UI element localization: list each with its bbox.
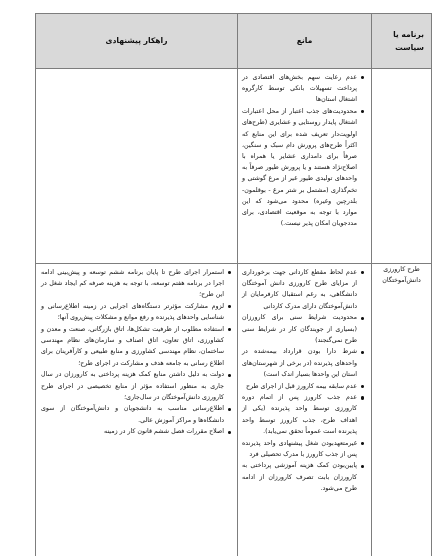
barrier-item: محدودیت‌های جذب اعتبار از محل اعتبارات اشتغال پایدار روستایی و عشایری (طرح‌های اولویت‌دار تعریف شده برای این منابع که اکثراً طرح‌های پرورش دام سبک و سنگین، صرفاً برای دامداری عشایر یا همراه با اصلاح‌نژاد هستند و یا پرورش طیور صرفاً به واحدهای تولیدی طیور غیر از مرغ گوشتی و تخم‌گذاری (مشتمل بر شتر مرغ - بوقلمون- بلدرچین وغیره) محدود می‌شود که این موارد با توجه به موقعیت اقتصادی، برای مددجویان امکان پذیر نیست.) bbox=[242, 106, 364, 229]
barrier-item: پایین‌بودن کمک هزینه آموزشی پرداختی به کارورزان بابت تصرف کارورزان از ادامه طرح می‌شود. bbox=[242, 460, 364, 494]
solution-item: لزوم مشارکت مؤثرتر دستگاه‌های اجرایی در زمینه اطلاع‌رسانی و شناسایی واحدهای پذیرنده و رفع موانع و مشکلات پیش‌روی آنها؛ bbox=[41, 301, 231, 323]
solution-item: اطلاع‌رسانی مناسب به دانشجویان و دانش‌آموختگان از سوی دانشگاه‌ها و مراکز آموزش عالی. bbox=[41, 403, 231, 425]
solution-item: اصلاح مقررات فصل ششم قانون کار در زمینه bbox=[41, 426, 231, 437]
barrier-item: محدودیت شرایط سنی برای کارورزان (بسیاری از جویندگان کار در شرایط سنی طرح نمی‌گنجند) bbox=[242, 312, 364, 346]
table-row bbox=[36, 264, 432, 556]
program-cell: طرح کارورزی دانش‌آموختگان bbox=[372, 264, 432, 556]
table-header-row bbox=[36, 14, 432, 69]
barrier-cell bbox=[238, 264, 372, 556]
header-program: برنامه یا سیاست bbox=[372, 14, 432, 69]
table-row bbox=[36, 69, 432, 264]
solution-cell bbox=[36, 69, 238, 264]
solution-item: دولت به‌ دلیل داشتن منابع کمک هزینه پرداختی به کارورزان در سال جاری به منظور استفاده مؤثر از منابع تخصیصی در اجرای طرح کارورزی دانش‌آموختگان در سال‌جاری؛ bbox=[41, 369, 231, 403]
header-solution: راهکار پیشنهادی bbox=[36, 14, 238, 69]
solution-item: استمرار اجرای طرح تا پایان برنامه ششم توسعه و پیش‌بینی ادامه اجرا در برنامه هفتم توسعه، با توجه به هزینه صرفه کم ایجاد شغل در این طرح؛ bbox=[41, 267, 231, 301]
program-cell bbox=[372, 69, 432, 264]
barrier-item: عدم لحاظ مقطع کاردانی جهت برخورداری از مزایای طرح کارورزی دانش آموختگان دانشگاهی، به رغم استقبال کارفرمایان از دانش‌آموختگان دارای مدرک کاردانی bbox=[242, 267, 364, 312]
barrier-item: عدم رعایت سهم بخش‌های اقتصادی در پرداخت تسهیلات بانکی توسط کارگروه اشتغال استان‌ها bbox=[242, 72, 364, 106]
barrier-item: شرط دارا بودن قرارداد بیمه‌شده در واحدهای پذیرنده (در برخی از شهرستان‌های استان این واحدها بسیار اندک است) bbox=[242, 346, 364, 380]
solution-item: استفاده مطلوب از ظرفیت تشکل‌ها، اتاق بازرگانی، صنعت و معدن و کشاورزی، اتاق تعاون، اتاق اصناف و سازمان‌های نظام مهندسی ساختمان، نظام مهندسی کشاورزی و منابع طبیعی و کارآفرینان برای اطلاع رسانی به جامعه هدف و مشارکت در اجرای طرح؛ bbox=[41, 324, 231, 369]
barrier-item: عدم جذب کارورز پس از اتمام دوره کارورزی توسط واحد پذیرنده (یکی از اهداف طرح، جذب کارورز توسط واحد پذیرنده است عموماً تحقق نمی‌یابد). bbox=[242, 392, 364, 437]
header-barrier: مانع bbox=[238, 14, 372, 69]
barrier-item: غیرمتعهدبودن شغل پیشنهادی واحد پذیرنده پس از جذب کارورز با مدرک تحصیلی فرد bbox=[242, 438, 364, 460]
program-barriers-table bbox=[35, 13, 432, 556]
solution-cell bbox=[36, 264, 238, 556]
barrier-item: عدم سابقه بیمه کارورز قبل از اجرای طرح bbox=[242, 381, 364, 392]
barrier-cell bbox=[238, 69, 372, 264]
